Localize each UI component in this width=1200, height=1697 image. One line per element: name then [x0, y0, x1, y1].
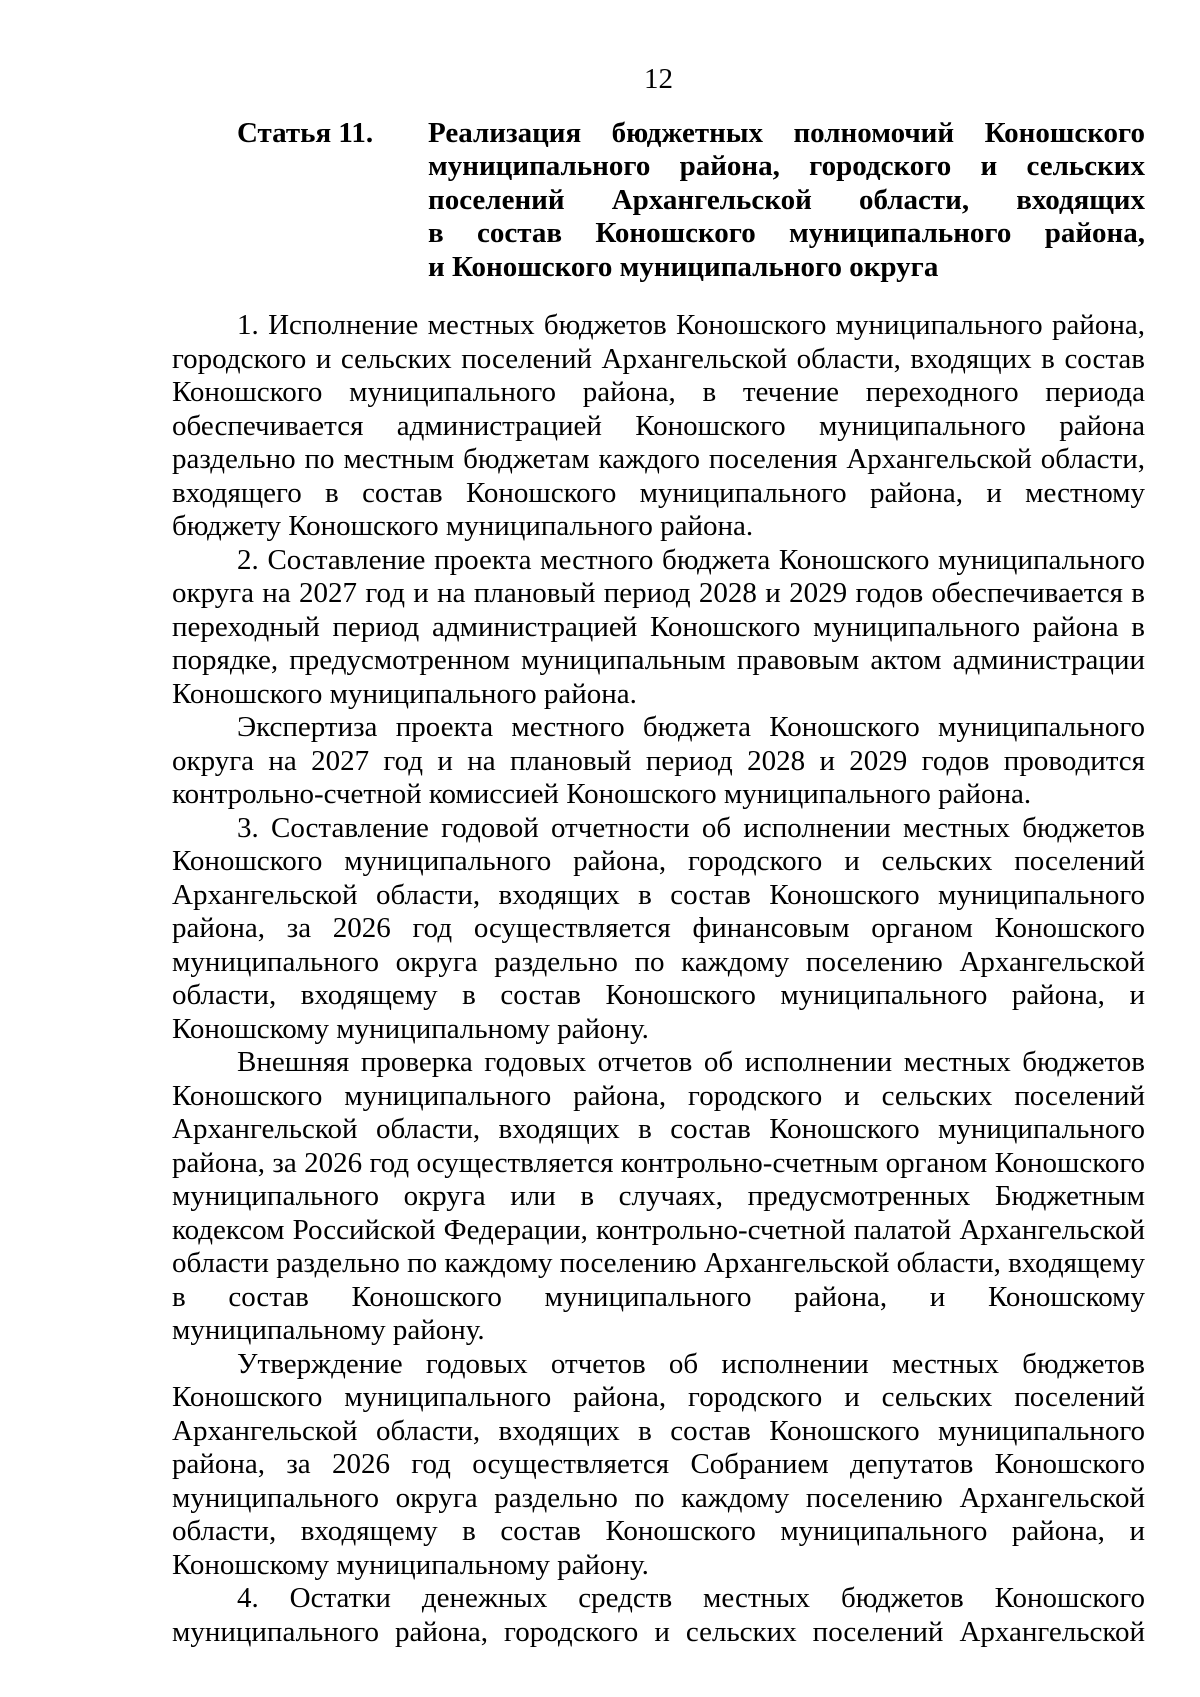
body-paragraph: Внешняя проверка годовых отчетов об исполнении местных бюджетов Коношского муниципального района, городского и сельских поселений Архангельской области, входящих в состав Коношского муниципального района, за 2026 год осуществляется контрольно-счетным органом Коношского муниципального округа или в случаях, предусмотренных Бюджетным кодексом Российской Федерации, контрольно-счетной палатой Архангельской области раздельно по каждому поселению Архангельской области, входящему в состав Коношского муниципального района, и Коношскому муниципальному району. [172, 1046, 1145, 1346]
page-number: 12 [644, 63, 673, 95]
article-title-line: Реализация бюджетных полномочий Коношского [428, 116, 1145, 149]
article-body [172, 309, 1145, 1649]
article-title-line: муниципального района, городского и сельских [428, 150, 1145, 182]
article-heading [237, 117, 1145, 285]
body-paragraph: 4. Остатки денежных средств местных бюджетов Коношского муниципального района, городского и сельских поселений Архангельской [172, 1582, 1145, 1648]
body-paragraph: Экспертиза проекта местного бюджета Коношского муниципального округа на 2027 год и на плановый период 2028 и 2029 годов проводится контрольно-счетной комиссией Коношского муниципального района. [172, 711, 1145, 810]
article-title-line: поселений Архангельской области, входящих [428, 183, 1145, 216]
body-paragraph: 3. Составление годовой отчетности об исполнении местных бюджетов Коношского муниципального района, городского и сельских поселений Архангельской области, входящих в состав Коношского муниципального района, за 2026 год осуществляется финансовым органом Коношского муниципального округа раздельно по каждому поселению Архангельской области, входящему в состав Коношского муниципального района, и Коношскому муниципальному району. [172, 811, 1145, 1045]
article-title-line: в состав Коношского муниципального района, [428, 217, 1145, 249]
body-paragraph: 2. Составление проекта местного бюджета Коношского муниципального округа на 2027 год и на плановый период 2028 и 2029 годов обеспечивается в переходный период администрацией Коношского муниципального района в порядке, предусмотренном муниципальным правовым актом администрации Коношского муниципального района. [172, 543, 1145, 710]
article-label: Статья 11. [237, 116, 374, 149]
body-paragraph: 1. Исполнение местных бюджетов Коношского муниципального района, городского и сельских поселений Архангельской области, входящих в состав Коношского муниципального района, в течение переходного периода обеспечивается администрацией Коношского муниципального района раздельно по местным бюджетам каждого поселения Архангельской области, входящего в состав Коношского муниципального района, и местному бюджету Коношского муниципального района. [172, 309, 1145, 542]
article-title-line: и Коношского муниципального округа [428, 250, 939, 283]
body-paragraph: Утверждение годовых отчетов об исполнении местных бюджетов Коношского муниципального района, городского и сельских поселений Архангельской области, входящих в состав Коношского муниципального района, за 2026 год осуществляется Собранием депутатов Коношского муниципального округа раздельно по каждому поселению Архангельской области, входящему в состав Коношского муниципального района, и Коношскому муниципальному району. [172, 1347, 1145, 1581]
article-title [428, 117, 1145, 285]
